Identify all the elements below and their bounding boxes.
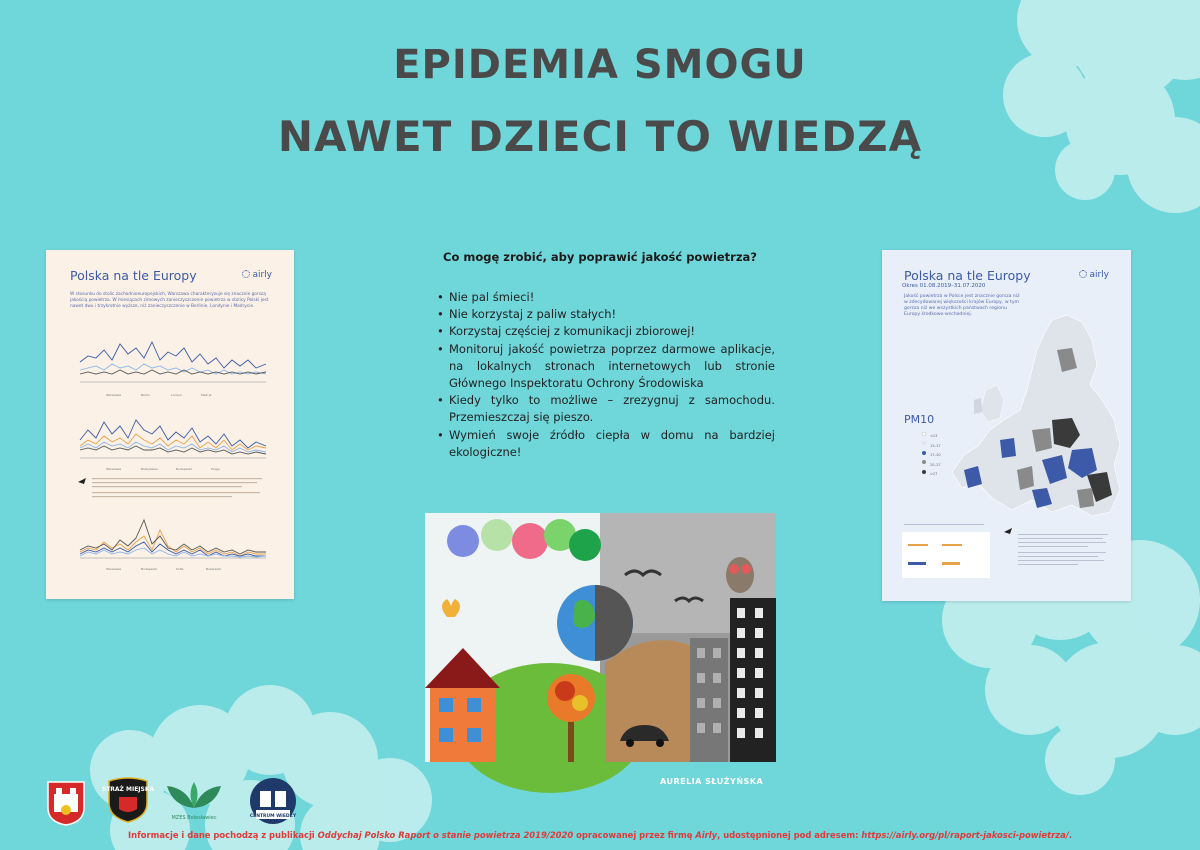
footer-text: . bbox=[1068, 830, 1072, 840]
chart-3-legend-2: Budapeszt bbox=[141, 567, 157, 571]
tips-list bbox=[437, 289, 775, 461]
tip-item: • Nie pal śmieci! bbox=[437, 289, 775, 306]
chart-3-legend-1: Warszawa bbox=[106, 567, 122, 571]
footer-text: , udostępnionej pod adresem: bbox=[717, 830, 862, 840]
straz-miejska-text: STRAŻ MIEJSKA bbox=[101, 786, 155, 793]
tip-item: • Wymień swoje źródło ciepła w domu na bardziej ekologiczne! bbox=[437, 427, 775, 461]
footer-publication-title: Oddychaj Polsko Raport o stanie powietrza 2019/2020 bbox=[317, 830, 574, 840]
page-title-line-2: NAWET DZIECI TO WIEDZĄ bbox=[277, 112, 923, 161]
europe-map bbox=[882, 250, 1131, 601]
tip-item: • Monitoruj jakość powietrza poprzez darmowe aplikacje, na lokalnych stronach internetowych lub stronie Głównego Inspektoratu Ochrony Środowiska bbox=[437, 341, 775, 393]
chart-3-legend-3: Sofia bbox=[176, 567, 184, 571]
tip-item: • Kiedy tylko to możliwe – zrezygnuj z samochodu. Przemieszczaj się pieszo. bbox=[437, 392, 775, 426]
mzes-logo bbox=[163, 780, 225, 822]
drawing-author: AURELIA SŁUŻYŃSKA bbox=[660, 777, 764, 786]
right-card-text: Jakość powietrza w Polsce jest znacznie gorsza niż w zdecydowanej większości krajów Europy, w tym gorsza niż we wszystkich państwach regionu Europy środkowo-wschodniej. bbox=[904, 294, 1020, 317]
scale-item: 17–20 bbox=[930, 453, 941, 457]
left-infographic-card bbox=[46, 250, 294, 599]
chart-note bbox=[78, 478, 262, 497]
coat-of-arms-logo bbox=[46, 780, 86, 826]
scale-item: <13 bbox=[930, 434, 938, 438]
left-card-charts bbox=[66, 330, 276, 585]
right-card-period: Okres 01.08.2019–31.07.2020 bbox=[902, 283, 986, 289]
airly-logo bbox=[242, 270, 272, 280]
airly-dot-icon bbox=[242, 270, 250, 278]
chart-2-legend-3: Budapeszt bbox=[176, 467, 192, 471]
right-infographic-card bbox=[882, 250, 1131, 601]
chart-3 bbox=[80, 520, 266, 558]
mzes-logo-text: MZES Bolesławiec bbox=[171, 815, 217, 821]
footer-source-note bbox=[0, 830, 1200, 840]
airly-brand-text: airly bbox=[1089, 270, 1109, 280]
chart-2-legend-2: Bratysława bbox=[141, 467, 158, 471]
chart-1-legend-3: Londyn bbox=[171, 393, 182, 397]
question-heading: Co mogę zrobić, aby poprawić jakość powietrza? bbox=[443, 250, 757, 264]
chart-1-legend-1: Warszawa bbox=[106, 393, 122, 397]
footer-text: Informacje i dane pochodzą z publikacji bbox=[128, 830, 318, 840]
chart-2-legend-4: Praga bbox=[211, 467, 220, 471]
drawing-artwork bbox=[425, 513, 776, 762]
chart-2 bbox=[80, 420, 266, 458]
scale-item: 20–27 bbox=[930, 462, 941, 467]
children-drawing bbox=[425, 513, 776, 762]
pm10-label: PM10 bbox=[904, 413, 935, 426]
tip-item: • Nie korzystaj z paliw stałych! bbox=[437, 306, 775, 323]
chart-3-legend-4: Bukareszt bbox=[206, 567, 221, 571]
airly-brand-text: airly bbox=[252, 270, 272, 280]
chart-1-legend-2: Berlin bbox=[141, 393, 150, 397]
scale-item: >27 bbox=[930, 472, 938, 476]
tip-item: • Korzystaj częściej z komunikacji zbiorowej! bbox=[437, 323, 775, 340]
footer-text: opracowanej przez firmę bbox=[573, 830, 696, 840]
right-card-title: Polska na tle Europy bbox=[904, 268, 1031, 283]
left-card-title: Polska na tle Europy bbox=[70, 268, 197, 283]
footer-url-link[interactable]: https://airly.org/pl/raport-jakosci-powietrza/ bbox=[861, 830, 1069, 840]
centrum-wiedzy-text: CENTRUM WIEDZY bbox=[249, 814, 297, 819]
footer-company: Airly bbox=[695, 830, 718, 840]
scale-item: 13–17 bbox=[930, 443, 941, 448]
straz-miejska-logo bbox=[101, 777, 155, 823]
centrum-wiedzy-logo bbox=[247, 777, 299, 825]
page-title-line-1: EPIDEMIA SMOGU bbox=[393, 42, 807, 88]
left-card-text: W stosunku do stolic zachodnioeuropejskich, Warszawa charakteryzuje się znacznie gorszą jakością powietrza. W miesiącach zimowych zanieczyszczenie powietrza w stolicy Polski jest nawet dwu i trzykrotnie wyższe, niż zanieczyszczenie w Berlinie, Londynie i Madrycie. bbox=[70, 292, 269, 309]
chart-1-legend-4: Madryt bbox=[201, 393, 212, 397]
chart-1 bbox=[80, 342, 266, 382]
chart-2-legend-1: Warszawa bbox=[106, 467, 122, 471]
